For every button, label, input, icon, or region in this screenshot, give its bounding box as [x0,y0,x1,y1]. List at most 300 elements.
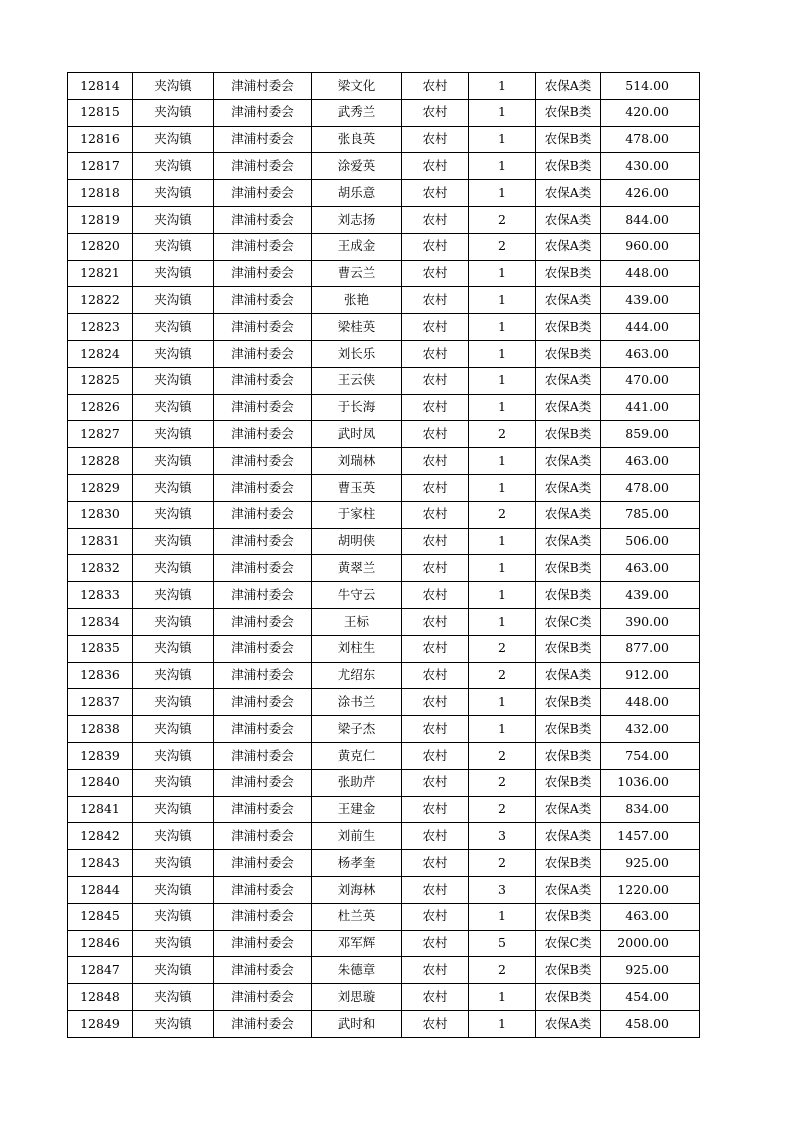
area-type-cell: 农村 [402,474,469,501]
name-cell: 刘瑞林 [312,448,402,475]
name-cell: 曹玉英 [312,474,402,501]
household-count-cell: 5 [469,930,536,957]
amount-cell: 1036.00 [601,769,700,796]
town-cell: 夹沟镇 [133,930,214,957]
table-row [68,850,700,877]
town-cell: 夹沟镇 [133,1010,214,1037]
amount-cell: 785.00 [601,501,700,528]
area-type-cell: 农村 [402,662,469,689]
area-type-cell: 农村 [402,260,469,287]
area-type-cell: 农村 [402,421,469,448]
name-cell: 刘海林 [312,876,402,903]
area-type-cell: 农村 [402,73,469,100]
amount-cell: 754.00 [601,742,700,769]
category-cell: 农保B类 [536,153,601,180]
town-cell: 夹沟镇 [133,153,214,180]
amount-cell: 859.00 [601,421,700,448]
village-cell: 津浦村委会 [214,957,312,984]
category-cell: 农保A类 [536,823,601,850]
household-count-cell: 1 [469,394,536,421]
area-type-cell: 农村 [402,1010,469,1037]
id-cell: 12819 [68,206,133,233]
amount-cell: 463.00 [601,903,700,930]
town-cell: 夹沟镇 [133,555,214,582]
id-cell: 12837 [68,689,133,716]
category-cell: 农保A类 [536,662,601,689]
name-cell: 张助芹 [312,769,402,796]
table-row [68,314,700,341]
table-row [68,421,700,448]
area-type-cell: 农村 [402,233,469,260]
table-row [68,153,700,180]
table-row [68,233,700,260]
id-cell: 12821 [68,260,133,287]
id-cell: 12826 [68,394,133,421]
id-cell: 12849 [68,1010,133,1037]
household-count-cell: 1 [469,555,536,582]
id-cell: 12814 [68,73,133,100]
area-type-cell: 农村 [402,635,469,662]
id-cell: 12824 [68,340,133,367]
household-count-cell: 2 [469,421,536,448]
village-cell: 津浦村委会 [214,555,312,582]
household-count-cell: 1 [469,287,536,314]
category-cell: 农保B类 [536,260,601,287]
table-row [68,287,700,314]
area-type-cell: 农村 [402,501,469,528]
household-count-cell: 1 [469,340,536,367]
table-row [68,823,700,850]
town-cell: 夹沟镇 [133,903,214,930]
village-cell: 津浦村委会 [214,903,312,930]
category-cell: 农保B类 [536,582,601,609]
category-cell: 农保B类 [536,903,601,930]
village-cell: 津浦村委会 [214,287,312,314]
table-row [68,769,700,796]
id-cell: 12840 [68,769,133,796]
town-cell: 夹沟镇 [133,984,214,1011]
area-type-cell: 农村 [402,99,469,126]
village-cell: 津浦村委会 [214,689,312,716]
category-cell: 农保A类 [536,1010,601,1037]
name-cell: 涂书兰 [312,689,402,716]
town-cell: 夹沟镇 [133,501,214,528]
name-cell: 武时和 [312,1010,402,1037]
amount-cell: 960.00 [601,233,700,260]
village-cell: 津浦村委会 [214,73,312,100]
village-cell: 津浦村委会 [214,448,312,475]
village-cell: 津浦村委会 [214,153,312,180]
name-cell: 刘思璇 [312,984,402,1011]
name-cell: 黄翠兰 [312,555,402,582]
category-cell: 农保A类 [536,367,601,394]
town-cell: 夹沟镇 [133,528,214,555]
household-count-cell: 1 [469,367,536,394]
name-cell: 张良英 [312,126,402,153]
village-cell: 津浦村委会 [214,206,312,233]
household-count-cell: 1 [469,528,536,555]
id-cell: 12838 [68,716,133,743]
village-cell: 津浦村委会 [214,635,312,662]
area-type-cell: 农村 [402,984,469,1011]
village-cell: 津浦村委会 [214,1010,312,1037]
category-cell: 农保B类 [536,716,601,743]
town-cell: 夹沟镇 [133,742,214,769]
name-cell: 梁文化 [312,73,402,100]
table-row [68,99,700,126]
household-count-cell: 2 [469,957,536,984]
household-count-cell: 1 [469,716,536,743]
id-cell: 12816 [68,126,133,153]
table-row [68,180,700,207]
name-cell: 梁桂英 [312,314,402,341]
village-cell: 津浦村委会 [214,823,312,850]
category-cell: 农保A类 [536,528,601,555]
household-count-cell: 1 [469,984,536,1011]
table-row [68,903,700,930]
amount-cell: 2000.00 [601,930,700,957]
town-cell: 夹沟镇 [133,340,214,367]
table-row [68,1010,700,1037]
id-cell: 12831 [68,528,133,555]
table-row [68,501,700,528]
name-cell: 王成金 [312,233,402,260]
village-cell: 津浦村委会 [214,769,312,796]
id-cell: 12844 [68,876,133,903]
household-count-cell: 1 [469,903,536,930]
household-count-cell: 1 [469,153,536,180]
name-cell: 牛守云 [312,582,402,609]
id-cell: 12825 [68,367,133,394]
household-count-cell: 1 [469,448,536,475]
amount-cell: 1457.00 [601,823,700,850]
name-cell: 涂爱英 [312,153,402,180]
town-cell: 夹沟镇 [133,260,214,287]
id-cell: 12823 [68,314,133,341]
category-cell: 农保B类 [536,742,601,769]
area-type-cell: 农村 [402,287,469,314]
area-type-cell: 农村 [402,340,469,367]
table-row [68,367,700,394]
household-count-cell: 1 [469,260,536,287]
town-cell: 夹沟镇 [133,314,214,341]
town-cell: 夹沟镇 [133,367,214,394]
amount-cell: 420.00 [601,99,700,126]
table-row [68,957,700,984]
name-cell: 刘长乐 [312,340,402,367]
amount-cell: 463.00 [601,340,700,367]
name-cell: 刘柱生 [312,635,402,662]
amount-cell: 925.00 [601,957,700,984]
table-row [68,742,700,769]
category-cell: 农保A类 [536,448,601,475]
town-cell: 夹沟镇 [133,850,214,877]
village-cell: 津浦村委会 [214,742,312,769]
table-row [68,394,700,421]
name-cell: 梁子杰 [312,716,402,743]
category-cell: 农保A类 [536,796,601,823]
household-count-cell: 1 [469,180,536,207]
name-cell: 于家柱 [312,501,402,528]
household-count-cell: 3 [469,876,536,903]
category-cell: 农保A类 [536,180,601,207]
id-cell: 12843 [68,850,133,877]
village-cell: 津浦村委会 [214,930,312,957]
category-cell: 农保B类 [536,555,601,582]
town-cell: 夹沟镇 [133,99,214,126]
table-row [68,635,700,662]
village-cell: 津浦村委会 [214,608,312,635]
household-count-cell: 2 [469,662,536,689]
village-cell: 津浦村委会 [214,394,312,421]
town-cell: 夹沟镇 [133,126,214,153]
amount-cell: 925.00 [601,850,700,877]
id-cell: 12833 [68,582,133,609]
household-count-cell: 2 [469,742,536,769]
area-type-cell: 农村 [402,903,469,930]
town-cell: 夹沟镇 [133,287,214,314]
amount-cell: 478.00 [601,126,700,153]
table-row [68,340,700,367]
id-cell: 12829 [68,474,133,501]
amount-cell: 430.00 [601,153,700,180]
id-cell: 12842 [68,823,133,850]
town-cell: 夹沟镇 [133,474,214,501]
table-row [68,582,700,609]
amount-cell: 448.00 [601,260,700,287]
town-cell: 夹沟镇 [133,608,214,635]
name-cell: 刘前生 [312,823,402,850]
amount-cell: 506.00 [601,528,700,555]
category-cell: 农保A类 [536,394,601,421]
category-cell: 农保B类 [536,314,601,341]
table-row [68,930,700,957]
area-type-cell: 农村 [402,180,469,207]
category-cell: 农保B类 [536,635,601,662]
table-row [68,608,700,635]
name-cell: 王建金 [312,796,402,823]
village-cell: 津浦村委会 [214,716,312,743]
area-type-cell: 农村 [402,689,469,716]
town-cell: 夹沟镇 [133,823,214,850]
amount-cell: 432.00 [601,716,700,743]
village-cell: 津浦村委会 [214,180,312,207]
area-type-cell: 农村 [402,769,469,796]
table-row [68,474,700,501]
id-cell: 12832 [68,555,133,582]
household-count-cell: 1 [469,608,536,635]
town-cell: 夹沟镇 [133,796,214,823]
id-cell: 12846 [68,930,133,957]
village-cell: 津浦村委会 [214,501,312,528]
table-row [68,528,700,555]
category-cell: 农保B类 [536,850,601,877]
village-cell: 津浦村委会 [214,662,312,689]
village-cell: 津浦村委会 [214,850,312,877]
area-type-cell: 农村 [402,448,469,475]
amount-cell: 463.00 [601,555,700,582]
area-type-cell: 农村 [402,796,469,823]
id-cell: 12815 [68,99,133,126]
name-cell: 尤绍东 [312,662,402,689]
data-table [67,72,700,1038]
table-row [68,126,700,153]
area-type-cell: 农村 [402,742,469,769]
amount-cell: 441.00 [601,394,700,421]
category-cell: 农保B类 [536,126,601,153]
household-count-cell: 1 [469,126,536,153]
table-row [68,796,700,823]
area-type-cell: 农村 [402,528,469,555]
town-cell: 夹沟镇 [133,206,214,233]
amount-cell: 470.00 [601,367,700,394]
name-cell: 邓军辉 [312,930,402,957]
town-cell: 夹沟镇 [133,394,214,421]
name-cell: 杨孝奎 [312,850,402,877]
name-cell: 黄克仁 [312,742,402,769]
table-row [68,206,700,233]
category-cell: 农保A类 [536,501,601,528]
town-cell: 夹沟镇 [133,662,214,689]
amount-cell: 1220.00 [601,876,700,903]
category-cell: 农保A类 [536,474,601,501]
id-cell: 12847 [68,957,133,984]
area-type-cell: 农村 [402,957,469,984]
amount-cell: 439.00 [601,582,700,609]
amount-cell: 844.00 [601,206,700,233]
area-type-cell: 农村 [402,555,469,582]
area-type-cell: 农村 [402,367,469,394]
village-cell: 津浦村委会 [214,796,312,823]
village-cell: 津浦村委会 [214,984,312,1011]
household-count-cell: 1 [469,314,536,341]
name-cell: 武时凤 [312,421,402,448]
amount-cell: 390.00 [601,608,700,635]
village-cell: 津浦村委会 [214,314,312,341]
name-cell: 张艳 [312,287,402,314]
table-row [68,662,700,689]
household-count-cell: 2 [469,796,536,823]
category-cell: 农保A类 [536,206,601,233]
id-cell: 12818 [68,180,133,207]
area-type-cell: 农村 [402,850,469,877]
name-cell: 杜兰英 [312,903,402,930]
id-cell: 12828 [68,448,133,475]
village-cell: 津浦村委会 [214,233,312,260]
household-count-cell: 2 [469,635,536,662]
town-cell: 夹沟镇 [133,957,214,984]
id-cell: 12820 [68,233,133,260]
amount-cell: 514.00 [601,73,700,100]
area-type-cell: 农村 [402,126,469,153]
town-cell: 夹沟镇 [133,448,214,475]
town-cell: 夹沟镇 [133,769,214,796]
category-cell: 农保B类 [536,421,601,448]
household-count-cell: 1 [469,1010,536,1037]
household-count-cell: 1 [469,99,536,126]
village-cell: 津浦村委会 [214,126,312,153]
area-type-cell: 农村 [402,876,469,903]
table-row [68,555,700,582]
name-cell: 王云侠 [312,367,402,394]
id-cell: 12841 [68,796,133,823]
id-cell: 12839 [68,742,133,769]
town-cell: 夹沟镇 [133,689,214,716]
amount-cell: 426.00 [601,180,700,207]
category-cell: 农保B类 [536,957,601,984]
area-type-cell: 农村 [402,582,469,609]
category-cell: 农保A类 [536,876,601,903]
amount-cell: 439.00 [601,287,700,314]
category-cell: 农保B类 [536,340,601,367]
amount-cell: 912.00 [601,662,700,689]
table-row [68,73,700,100]
category-cell: 农保B类 [536,769,601,796]
table-row [68,716,700,743]
area-type-cell: 农村 [402,823,469,850]
name-cell: 胡明侠 [312,528,402,555]
name-cell: 王标 [312,608,402,635]
town-cell: 夹沟镇 [133,233,214,260]
category-cell: 农保B类 [536,689,601,716]
amount-cell: 463.00 [601,448,700,475]
village-cell: 津浦村委会 [214,474,312,501]
town-cell: 夹沟镇 [133,180,214,207]
table-body [68,73,700,1038]
household-count-cell: 3 [469,823,536,850]
household-count-cell: 1 [469,474,536,501]
table-row [68,876,700,903]
amount-cell: 834.00 [601,796,700,823]
household-count-cell: 1 [469,73,536,100]
amount-cell: 458.00 [601,1010,700,1037]
id-cell: 12845 [68,903,133,930]
area-type-cell: 农村 [402,153,469,180]
table-row [68,689,700,716]
category-cell: 农保B类 [536,99,601,126]
household-count-cell: 2 [469,769,536,796]
area-type-cell: 农村 [402,608,469,635]
village-cell: 津浦村委会 [214,260,312,287]
village-cell: 津浦村委会 [214,421,312,448]
amount-cell: 478.00 [601,474,700,501]
village-cell: 津浦村委会 [214,876,312,903]
village-cell: 津浦村委会 [214,99,312,126]
town-cell: 夹沟镇 [133,635,214,662]
household-count-cell: 1 [469,582,536,609]
id-cell: 12830 [68,501,133,528]
village-cell: 津浦村委会 [214,340,312,367]
household-count-cell: 2 [469,850,536,877]
area-type-cell: 农村 [402,394,469,421]
household-count-cell: 1 [469,689,536,716]
amount-cell: 454.00 [601,984,700,1011]
area-type-cell: 农村 [402,206,469,233]
category-cell: 农保A类 [536,233,601,260]
id-cell: 12835 [68,635,133,662]
village-cell: 津浦村委会 [214,367,312,394]
town-cell: 夹沟镇 [133,716,214,743]
id-cell: 12848 [68,984,133,1011]
category-cell: 农保B类 [536,984,601,1011]
table-row [68,448,700,475]
table-row [68,260,700,287]
area-type-cell: 农村 [402,930,469,957]
area-type-cell: 农村 [402,314,469,341]
table-row [68,984,700,1011]
category-cell: 农保C类 [536,608,601,635]
name-cell: 武秀兰 [312,99,402,126]
